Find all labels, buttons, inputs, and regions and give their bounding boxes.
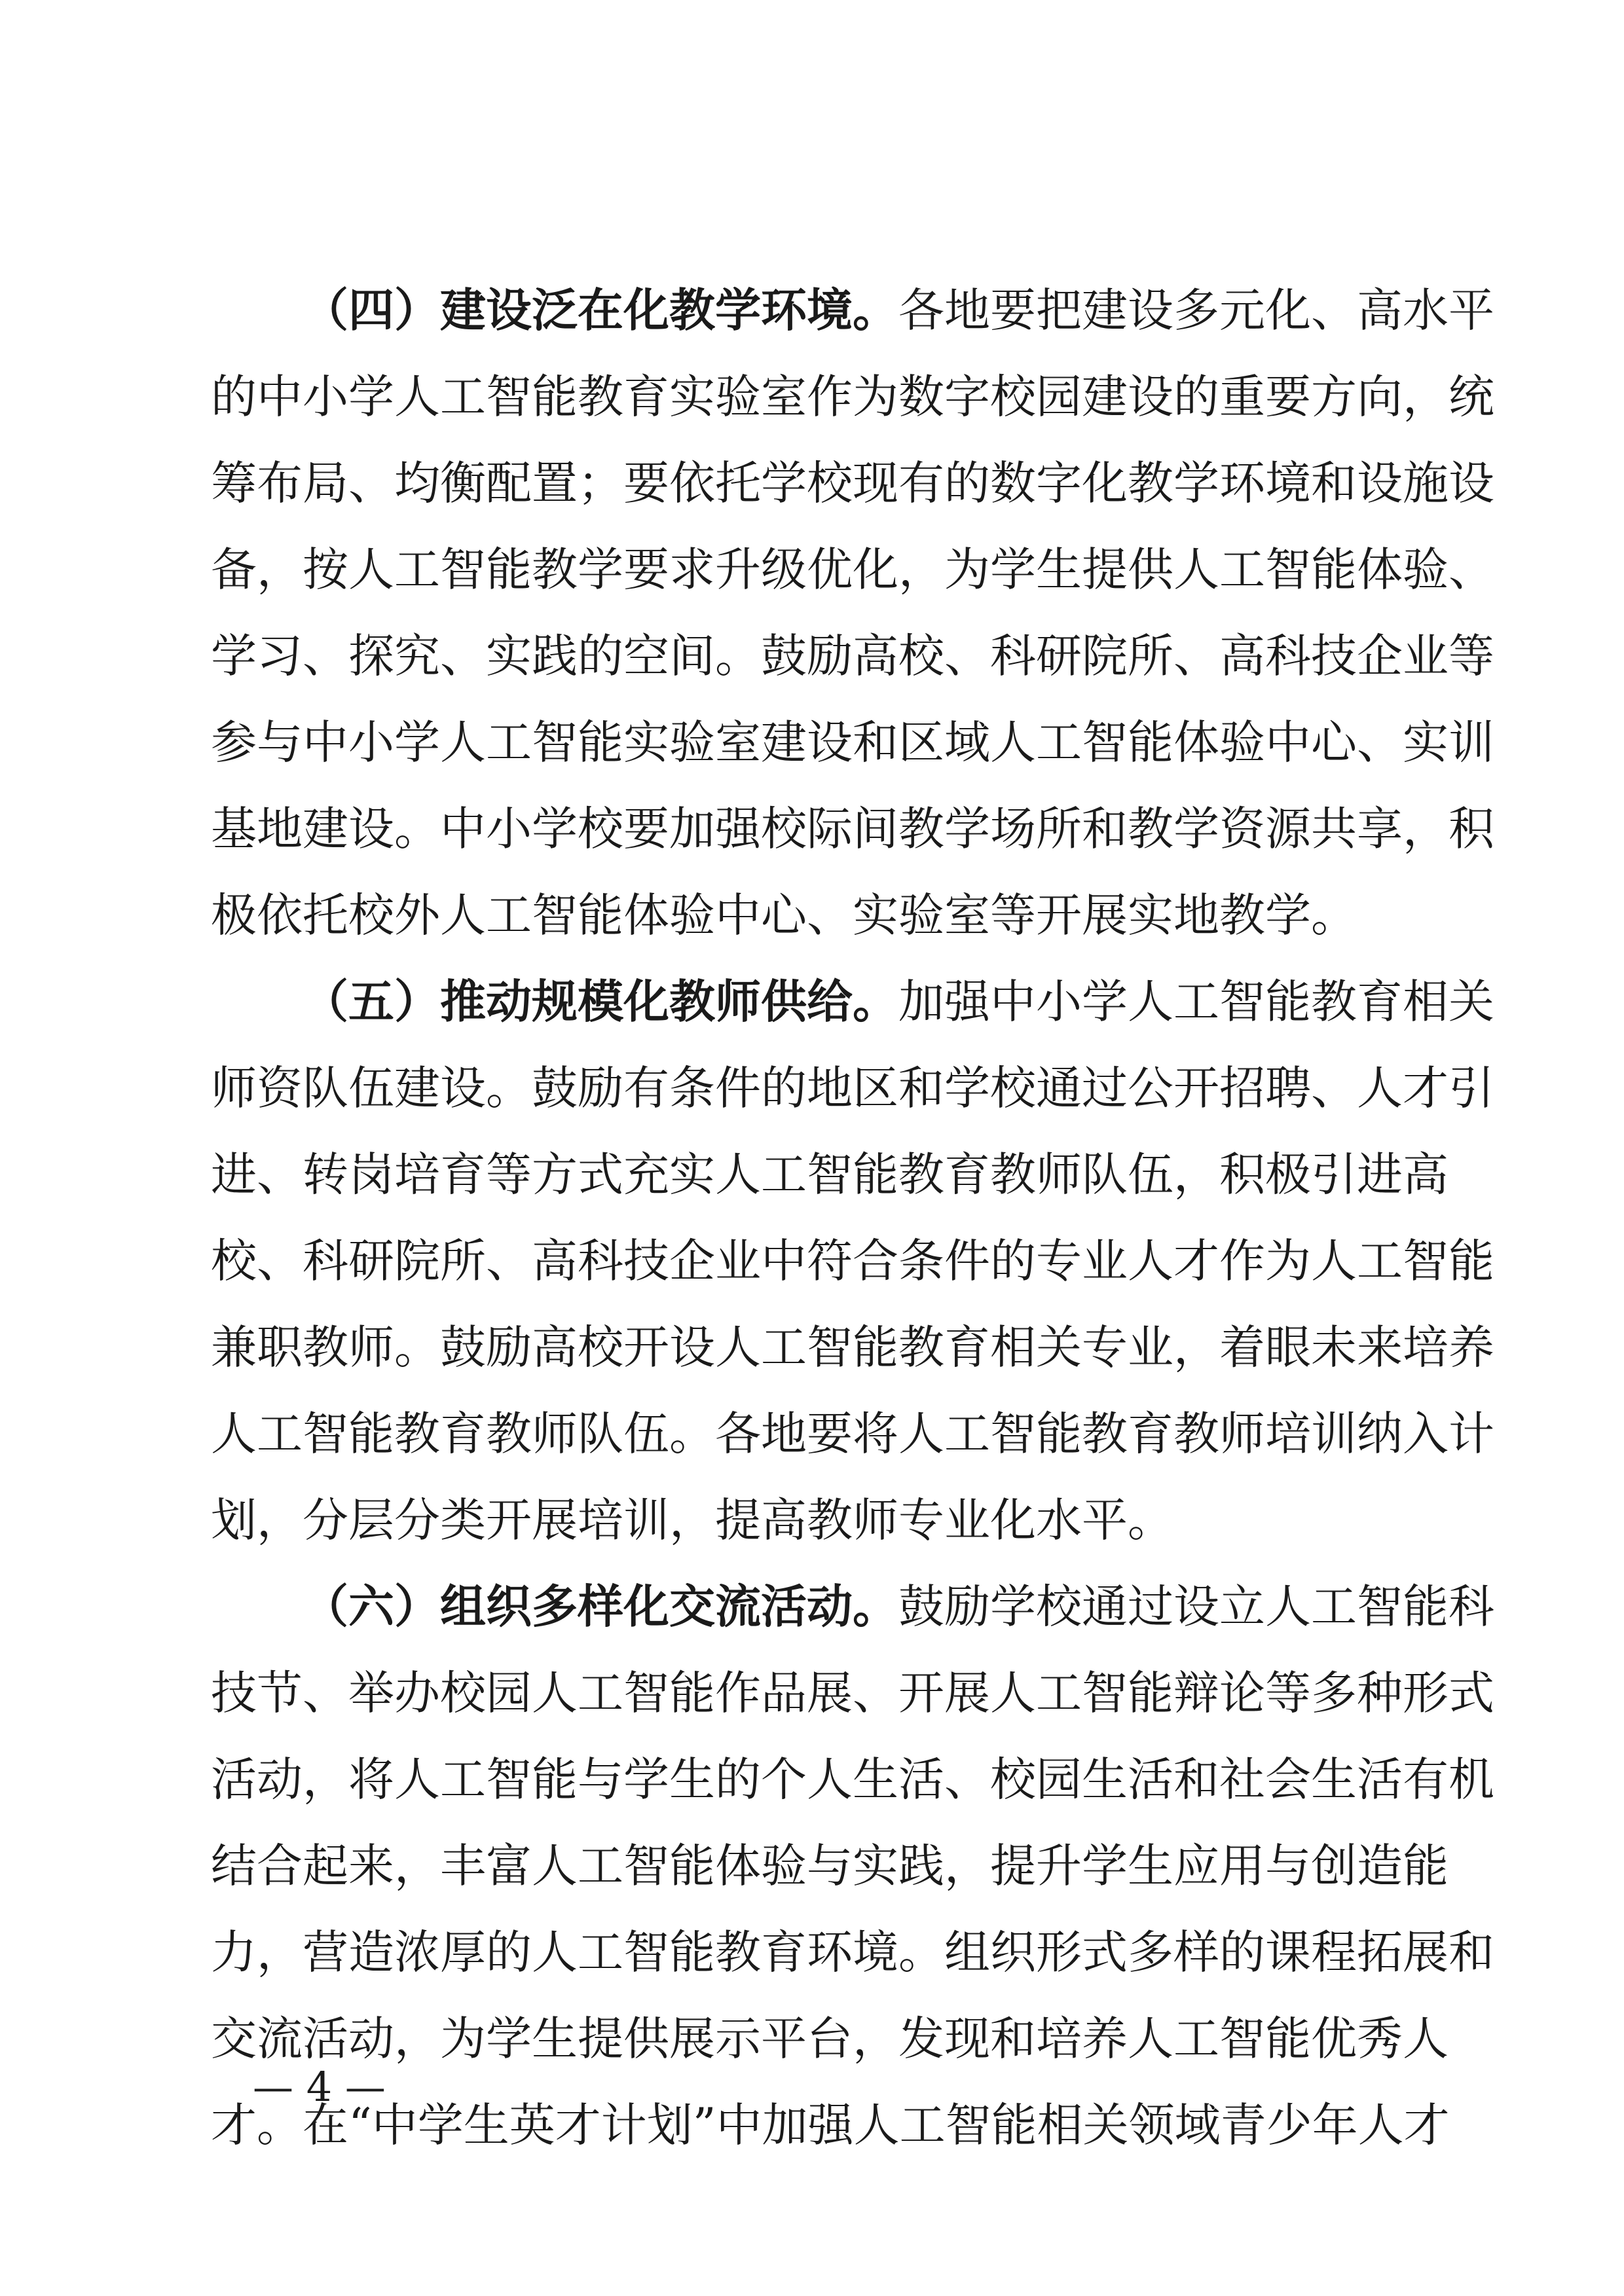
paragraph-3-line-4: 结合起来，丰富人工智能体验与实践，提升学生应用与创造能 — [211, 1839, 1449, 1893]
paragraph-2-line-7: 划，分层分类开展培训，提高教师专业化水平。 — [211, 1493, 1173, 1547]
paragraph-3-text: 鼓励学校通过设立人工智能科 — [898, 1580, 1494, 1633]
paragraph-2-line-1 — [211, 958, 1494, 1045]
paragraph-2-text: 加强中小学人工智能教育相关 — [898, 975, 1494, 1029]
paragraph-1-line-5: 学习、探究、实践的空间。鼓励高校、科研院所、高科技企业等 — [211, 629, 1494, 683]
paragraph-1-line-6: 参与中小学人工智能实验室建设和区域人工智能体验中心、实训 — [211, 716, 1494, 769]
paragraph-1-line-2: 的中小学人工智能教育实验室作为数字校园建设的重要方向，统 — [211, 370, 1494, 424]
paragraph-3-line-6: 交流活动，为学生提供展示平台，发现和培养人工智能优秀人 — [211, 2012, 1449, 2066]
paragraph-3-line-5: 力，营造浓厚的人工智能教育环境。组织形式多样的课程拓展和 — [211, 1925, 1494, 1979]
paragraph-1-line-1 — [211, 267, 1494, 354]
paragraph-2-line-6: 人工智能教育教师队伍。各地要将人工智能教育教师培训纳入计 — [211, 1407, 1494, 1461]
paragraph-1-line-8: 极依托校外人工智能体验中心、实验室等开展实地教学。 — [211, 888, 1357, 942]
paragraph-2-line-3: 进、转岗培育等方式充实人工智能教育教师队伍，积极引进高 — [211, 1148, 1449, 1201]
paragraph-3-line-7: 才。在“中学生英才计划”中加强人工智能相关领域青少年人才 — [211, 2098, 1450, 2152]
paragraph-3-line-3: 活动，将人工智能与学生的个人生活、校园生活和社会生活有机 — [211, 1753, 1494, 1806]
paragraph-1-line-3: 筹布局、均衡配置；要依托学校现有的数字化教学环境和设施设 — [211, 456, 1494, 510]
paragraph-1-line-7: 基地建设。中小学校要加强校际间教学场所和教学资源共享，积 — [211, 802, 1494, 856]
paragraph-3-heading: （六）组织多样化交流活动。 — [303, 1579, 898, 1633]
paragraph-2-heading: （五）推动规模化教师供给。 — [303, 974, 898, 1029]
document-body — [211, 267, 1494, 2168]
paragraph-1-heading: （四）建设泛在化教学环境。 — [303, 283, 898, 337]
paragraph-2-line-2: 师资队伍建设。鼓励有条件的地区和学校通过公开招聘、人才引 — [211, 1061, 1494, 1115]
paragraph-3-line-2: 技节、举办校园人工智能作品展、开展人工智能辩论等多种形式 — [211, 1666, 1494, 1720]
paragraph-2-line-4: 校、科研院所、高科技企业中符合条件的专业人才作为人工智能 — [211, 1234, 1494, 1288]
paragraph-2-line-5: 兼职教师。鼓励高校开设人工智能教育相关专业，着眼未来培养 — [211, 1321, 1494, 1374]
paragraph-1-line-4: 备，按人工智能教学要求升级优化，为学生提供人工智能体验、 — [211, 543, 1494, 596]
page-number: — 4 — — [253, 2063, 386, 2111]
paragraph-3-line-1 — [211, 1563, 1494, 1650]
paragraph-1-text: 各地要把建设多元化、高水平 — [898, 283, 1494, 337]
